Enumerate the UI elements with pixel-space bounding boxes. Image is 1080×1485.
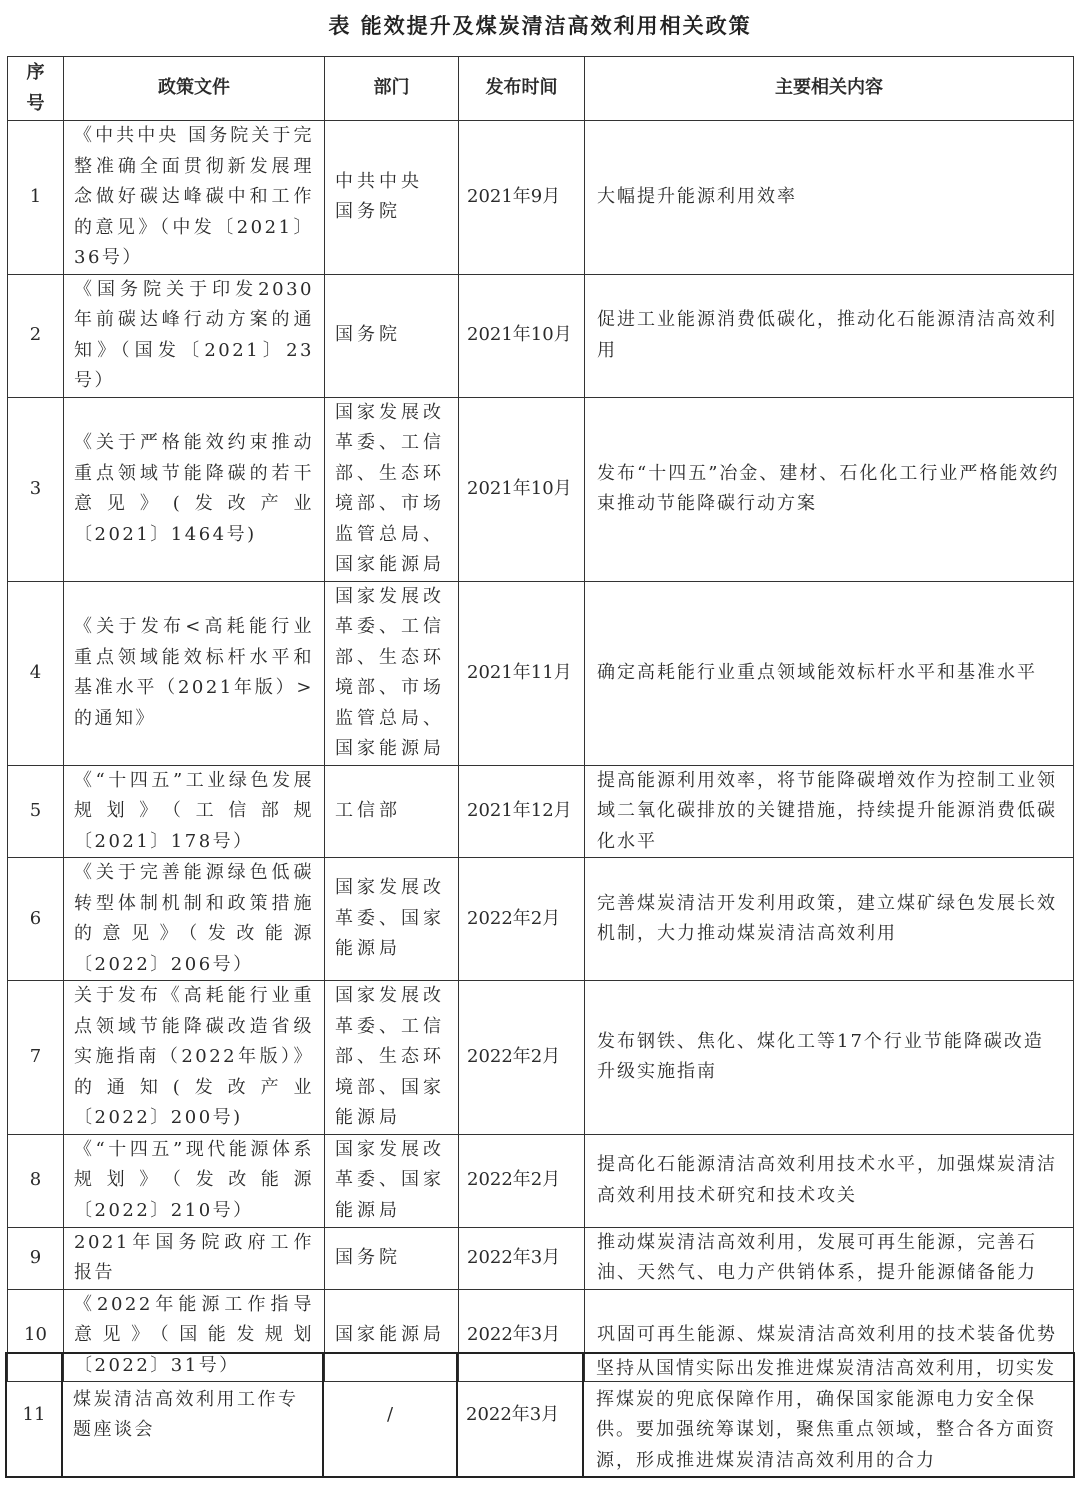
cell-content: 坚持从国情实际出发推进煤炭清洁高效利用，切实发挥煤炭的兜底保障作用，确保国家能源电力安全保供。要加强统筹谋划，聚焦重点领域，整合各方面资源，形成推进煤炭清洁高效利用的合力 <box>583 1353 1074 1477</box>
table-title: 表 能效提升及煤炭清洁高效利用相关政策 <box>328 13 752 38</box>
cell-seq: 6 <box>8 858 64 981</box>
header-date: 发布时间 <box>459 57 585 121</box>
cell-content: 巩固可再生能源、煤炭清洁高效利用的技术装备优势 <box>585 1289 1074 1382</box>
header-content: 主要相关内容 <box>585 57 1074 121</box>
table-row <box>8 397 1074 581</box>
cell-dept: 中共中央 国务院 <box>325 121 459 275</box>
cell-doc: 《“十四五”工业绿色发展规划》（工信部规〔2021〕178号） <box>64 765 325 858</box>
cell-dept: 国家发展改革委、工信部、生态环境部、国家能源局 <box>325 981 459 1135</box>
cell-doc: 《关于严格能效约束推动重点领域节能降碳的若干意见》(发改产业〔2021〕1464号) <box>64 397 325 581</box>
cell-seq: 11 <box>6 1353 62 1477</box>
header-doc: 政策文件 <box>64 57 325 121</box>
cell-dept: 国家发展改革委、工信部、生态环境部、市场监管总局、国家能源局 <box>325 581 459 765</box>
cell-doc: 《国务院关于印发2030年前碳达峰行动方案的通知》（国发〔2021〕23号） <box>64 274 325 397</box>
cell-dept: 国家能源局 <box>325 1289 459 1382</box>
cell-date: 2022年3月 <box>457 1353 583 1477</box>
cell-dept: 国家发展改革委、工信部、生态环境部、市场监管总局、国家能源局 <box>325 397 459 581</box>
cell-content: 提高化石能源清洁高效利用技术水平，加强煤炭清洁高效利用技术研究和技术攻关 <box>585 1134 1074 1227</box>
cell-content: 提高能源利用效率，将节能降碳增效作为控制工业领域二氧化碳排放的关键措施，持续提升能源消费低碳化水平 <box>585 765 1074 858</box>
header-dept: 部门 <box>325 57 459 121</box>
cell-dept: 国务院 <box>325 274 459 397</box>
cell-seq: 10 <box>8 1289 64 1382</box>
cell-doc: 煤炭清洁高效利用工作专题座谈会 <box>62 1353 323 1477</box>
cell-doc: 《关于发布<高耗能行业重点领域能效标杆水平和基准水平（2021年版）>的通知》 <box>64 581 325 765</box>
cell-date: 2022年2月 <box>459 981 585 1135</box>
cell-date: 2021年10月 <box>459 397 585 581</box>
cell-doc: 《关于完善能源绿色低碳转型体制机制和政策措施的意见》（发改能源〔2022〕206号） <box>64 858 325 981</box>
cell-seq: 3 <box>8 397 64 581</box>
table-row <box>8 858 1074 981</box>
cell-date: 2022年3月 <box>459 1227 585 1289</box>
cell-doc: 关于发布《高耗能行业重点领域节能降碳改造省级实施指南（2022年版）》的通知(发改产业〔2022〕200号) <box>64 981 325 1135</box>
table-row <box>8 581 1074 765</box>
cell-content: 促进工业能源消费低碳化，推动化石能源清洁高效利用 <box>585 274 1074 397</box>
cell-seq: 4 <box>8 581 64 765</box>
table-row <box>8 274 1074 397</box>
cell-doc: 《“十四五”现代能源体系规划》（发改能源〔2022〕210号） <box>64 1134 325 1227</box>
table-row <box>8 1134 1074 1227</box>
cell-content: 完善煤炭清洁开发利用政策，建立煤矿绿色发展长效机制，大力推动煤炭清洁高效利用 <box>585 858 1074 981</box>
cell-content: 确定高耗能行业重点领域能效标杆水平和基准水平 <box>585 581 1074 765</box>
cell-date: 2021年10月 <box>459 274 585 397</box>
header-seq: 序号 <box>8 57 64 121</box>
cell-content: 发布钢铁、焦化、煤化工等17个行业节能降碳改造升级实施指南 <box>585 981 1074 1135</box>
cell-date: 2022年2月 <box>459 858 585 981</box>
cell-date: 2022年3月 <box>459 1289 585 1382</box>
header-row <box>8 57 1074 121</box>
cell-dept: 国务院 <box>325 1227 459 1289</box>
cell-doc: 《2022年能源工作指导意见》（国能发规划〔2022〕31号） <box>64 1289 325 1382</box>
cell-dept: / <box>323 1353 457 1477</box>
cell-dept: 工信部 <box>325 765 459 858</box>
table-row <box>8 1227 1074 1289</box>
cell-seq: 9 <box>8 1227 64 1289</box>
cell-doc: 2021年国务院政府工作报告 <box>64 1227 325 1289</box>
cell-content: 推动煤炭清洁高效利用，发展可再生能源，完善石油、天然气、电力产供销体系，提升能源储备能力 <box>585 1227 1074 1289</box>
cell-dept: 国家发展改革委、国家能源局 <box>325 1134 459 1227</box>
cell-seq: 2 <box>8 274 64 397</box>
table-row <box>8 981 1074 1135</box>
policy-table <box>7 56 1074 1382</box>
policy-table-continued <box>5 1352 1075 1478</box>
cell-seq: 5 <box>8 765 64 858</box>
cell-seq: 7 <box>8 981 64 1135</box>
table-row <box>6 1353 1074 1477</box>
cell-dept: 国家发展改革委、国家能源局 <box>325 858 459 981</box>
table-row <box>8 765 1074 858</box>
table-row <box>8 121 1074 275</box>
cell-content: 大幅提升能源利用效率 <box>585 121 1074 275</box>
cell-date: 2022年2月 <box>459 1134 585 1227</box>
cell-date: 2021年9月 <box>459 121 585 275</box>
cell-seq: 8 <box>8 1134 64 1227</box>
cell-content: 发布“十四五”冶金、建材、石化化工行业严格能效约束推动节能降碳行动方案 <box>585 397 1074 581</box>
cell-seq: 1 <box>8 121 64 275</box>
cell-date: 2021年12月 <box>459 765 585 858</box>
cell-date: 2021年11月 <box>459 581 585 765</box>
cell-doc: 《中共中央 国务院关于完整准确全面贯彻新发展理念做好碳达峰碳中和工作的意见》（中发〔2021〕36号） <box>64 121 325 275</box>
